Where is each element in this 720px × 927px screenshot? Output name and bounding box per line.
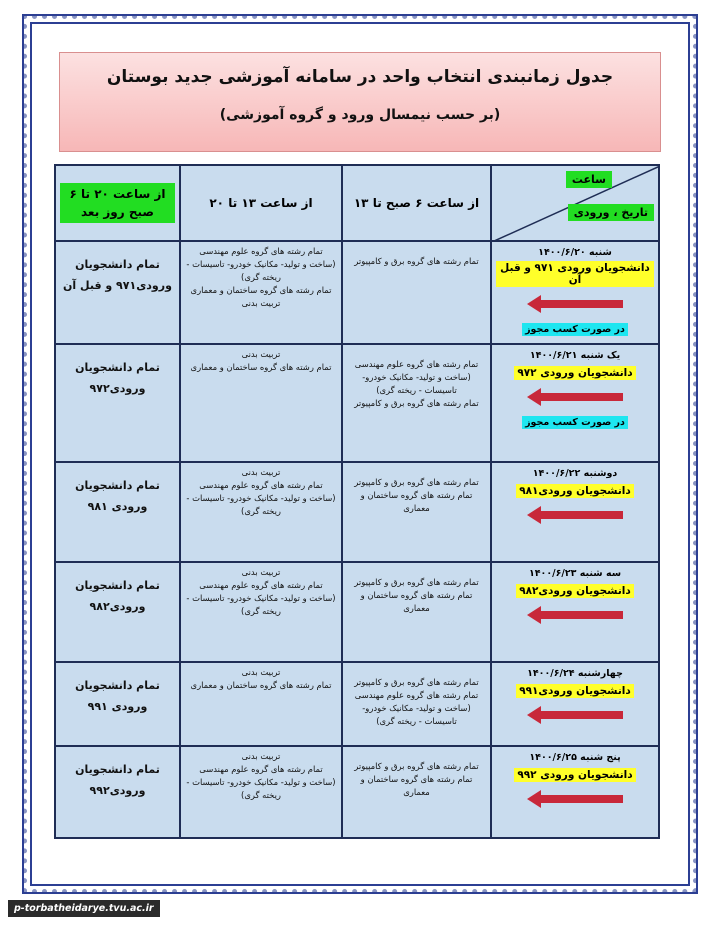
cell-line: (ساخت و تولید- مکانیک خودرو- تاسیسات - [186,493,336,504]
permit-badge: در صورت کسب مجوز [522,323,628,336]
day-date: دوشنبه ۱۴۰۰/۶/۲۲ [532,468,618,479]
cell-20-6-text: تمام دانشجویان ورودی۹۷۲ [75,361,160,395]
cell-line: تاسیسات - ریخته گری) [376,716,457,727]
cell-20-6-text: تمام دانشجویان ورودی ۹۸۱ [75,479,160,513]
left-arrow-icon [527,790,623,808]
cell-20-6-text: تمام دانشجویان ورودی۹۷۱ و قبل آن [63,258,172,292]
title-box [59,52,661,152]
cell-line: تمام رشته های گروه برق و کامپیوتر [354,398,479,409]
cell-line: تمام رشته های گروه علوم مهندسی [199,480,323,491]
date-cell [491,746,659,838]
cell-line: تمام رشته های گروه برق و کامپیوتر [354,256,479,266]
cell-20-6-text: تمام دانشجویان ورودی۹۹۲ [75,763,160,797]
header-col-20-6-label: از ساعت ۲۰ تا ۶ صبح روز بعد [60,183,175,223]
header-col-13-20: از ساعت ۱۳ تا ۲۰ [180,165,342,241]
cell-line: تمام رشته های گروه برق و کامپیوتر [354,577,479,587]
cell-line: تمام رشته های گروه علوم مهندسی [199,764,323,775]
cell-6-13 [342,562,491,662]
cell-13-20 [180,746,342,838]
cell-20-6 [55,344,180,462]
cell-13-20 [180,241,342,344]
cell-line: تمام رشته های گروه برق و کامپیوتر [354,477,479,487]
cell-line: (ساخت و تولید- مکانیک خودرو- [362,372,471,383]
entry-students-badge: دانشجویان ورودی۹۹۱ [516,684,634,698]
date-cell [491,662,659,746]
day-date: پنج شنبه ۱۴۰۰/۶/۲۵ [529,752,621,763]
entry-students-badge: دانشجویان ورودی ۹۷۲ [514,366,635,380]
entry-students-badge: دانشجویان ورودی۹۸۲ [516,584,634,598]
cell-line: ریخته گری) [241,506,281,517]
page-title: جدول زمانبندی انتخاب واحد در سامانه آموزشی جدید بوستان [106,67,614,87]
cell-13-20 [180,462,342,562]
header-col-20-6 [55,165,180,241]
cell-line: تمام رشته های گروه علوم مهندسی [199,246,323,256]
left-arrow-icon [527,388,623,406]
cell-line: ریخته گری) [241,606,281,617]
cell-line: تربیت بدنی [241,467,281,477]
cell-line: تمام رشته های گروه برق و کامپیوتر [354,761,479,771]
header-date-label: تاریخ ، ورودی [568,204,654,221]
cell-line: تاسیسات - ریخته گری) [376,385,457,396]
cell-line: تربیت بدنی [241,349,281,359]
table-row [55,562,659,662]
table-header-row [55,165,659,241]
cell-20-6 [55,662,180,746]
cell-line: تمام رشته های گروه ساختمان و [360,774,473,785]
cell-line: (ساخت و تولید- مکانیک خودرو- تاسیسات - [186,593,336,604]
cell-line: معماری [403,603,430,614]
left-arrow-icon [527,606,623,624]
cell-line: (ساخت و تولید- مکانیک خودرو- تاسیسات - [186,259,336,270]
entry-students-badge: دانشجویان ورودی۹۸۱ [516,484,634,498]
site-url: p-torbatheidarye.tvu.ac.ir [8,900,160,917]
left-arrow-icon [527,506,623,524]
cell-line: تمام رشته های گروه علوم مهندسی [354,359,479,369]
cell-20-6 [55,241,180,344]
cell-13-20 [180,562,342,662]
cell-line: معماری [403,787,430,798]
cell-6-13 [342,241,491,344]
table-row [55,662,659,746]
permit-badge: در صورت کسب مجوز [522,416,628,429]
cell-13-20 [180,344,342,462]
header-corner-cell [491,165,659,241]
table-row [55,462,659,562]
cell-line: تمام رشته های گروه برق و کامپیوتر [354,677,479,687]
cell-line: تربیت بدنی [241,298,281,309]
cell-line: تربیت بدنی [241,567,281,577]
table-row [55,241,659,344]
entry-students-badge: دانشجویان ورودی ۹۷۱ و قبل آن [496,261,654,287]
day-date: سه شنبه ۱۴۰۰/۶/۲۳ [528,568,622,579]
header-hour-label: ساعت [566,171,612,188]
page-subtitle: (بر حسب نیمسال ورود و گروه آموزشی) [219,107,501,123]
date-cell [491,562,659,662]
cell-line: تمام رشته های گروه علوم مهندسی [354,690,479,701]
cell-line: تمام رشته های گروه ساختمان و [360,590,473,601]
schedule-table [54,164,660,839]
date-cell [491,241,659,344]
left-arrow-icon [527,295,623,313]
cell-6-13 [342,462,491,562]
table-row [55,746,659,838]
cell-line: تمام رشته های گروه علوم مهندسی [199,580,323,591]
cell-line: معماری [403,503,430,514]
cell-20-6-text: تمام دانشجویان ورودی۹۸۲ [75,579,160,613]
cell-20-6 [55,746,180,838]
date-cell [491,462,659,562]
cell-line: ریخته گری) [241,790,281,801]
header-col-6-13: از ساعت ۶ صبح تا ۱۳ [342,165,491,241]
date-cell [491,344,659,462]
left-arrow-icon [527,706,623,724]
day-date: چهارشنبه ۱۴۰۰/۶/۲۴ [527,668,623,679]
cell-line: تمام رشته های گروه ساختمان و [360,490,473,501]
entry-students-badge: دانشجویان ورودی ۹۹۲ [514,768,635,782]
cell-6-13 [342,746,491,838]
cell-line: تمام رشته های گروه ساختمان و معماری [190,680,332,691]
cell-6-13 [342,662,491,746]
cell-line: (ساخت و تولید- مکانیک خودرو- [362,703,471,714]
cell-13-20 [180,662,342,746]
table-row [55,344,659,462]
cell-line: ریخته گری) [241,272,281,283]
cell-20-6 [55,462,180,562]
cell-20-6-text: تمام دانشجویان ورودی ۹۹۱ [75,679,160,713]
cell-line: تربیت بدنی [241,751,281,761]
cell-line: تمام رشته های گروه ساختمان و معماری [190,362,332,373]
cell-20-6 [55,562,180,662]
cell-line: (ساخت و تولید- مکانیک خودرو- تاسیسات - [186,777,336,788]
day-date: یک شنبه ۱۴۰۰/۶/۲۱ [529,350,621,361]
cell-6-13 [342,344,491,462]
day-date: شنبه ۱۴۰۰/۶/۲۰ [538,247,612,258]
cell-line: تربیت بدنی [241,667,281,677]
cell-line: تمام رشته های گروه ساختمان و معماری [190,285,332,296]
